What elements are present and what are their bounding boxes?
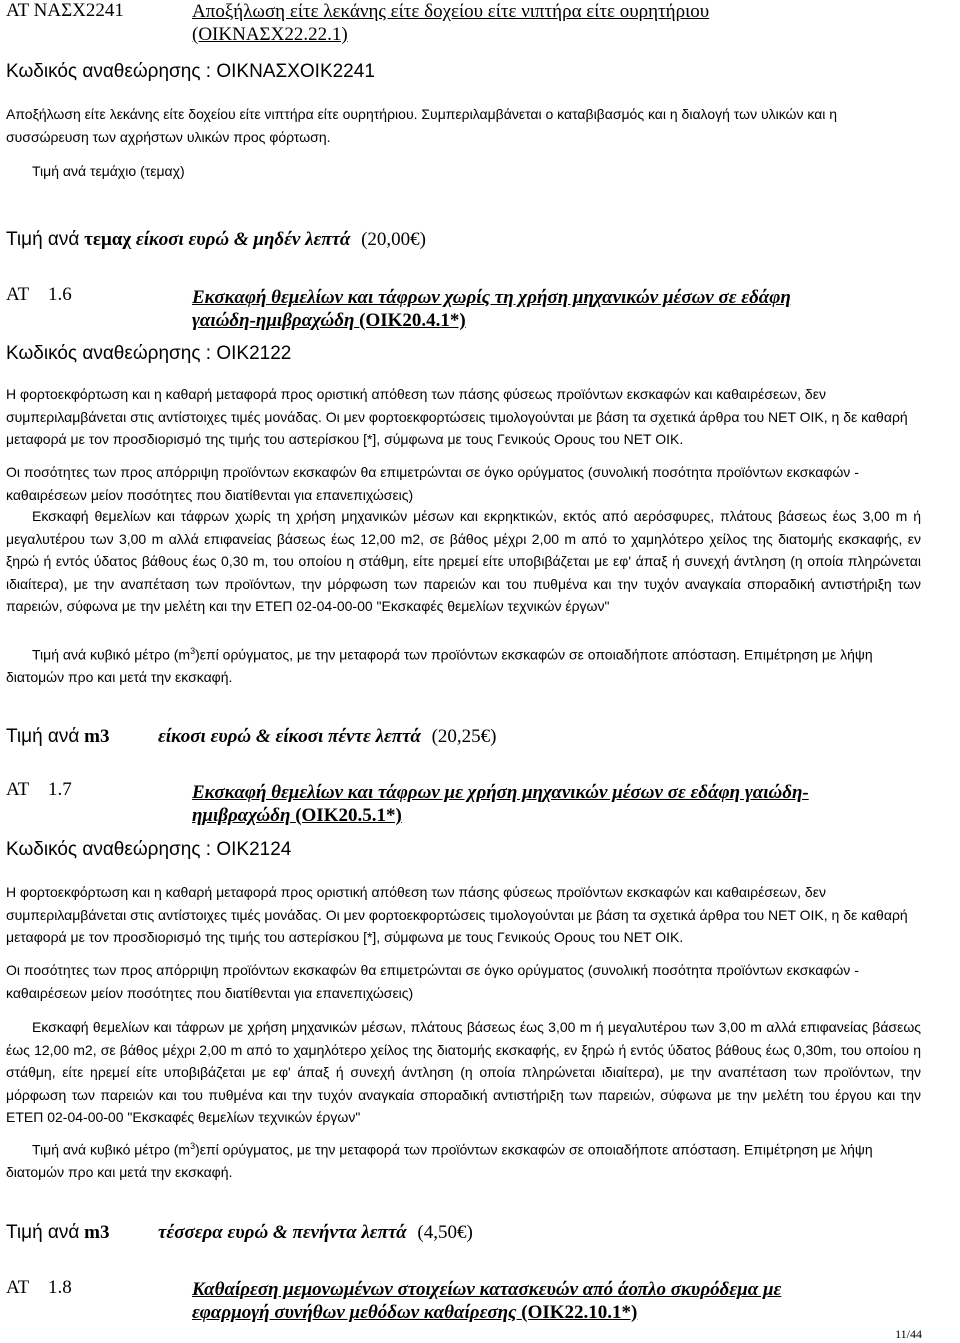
- item2-price-words: είκοσι ευρώ & είκοσι πέντε λεπτά: [158, 726, 421, 747]
- item3-price-amount: (4,50€): [417, 1222, 473, 1243]
- item2-para4: [6, 640, 921, 689]
- item3-revision: Κωδικός αναθεώρησης : ΟΙΚ2124: [6, 839, 292, 860]
- item3-title-line1: Εκσκαφή θεμελίων και τάφρων με χρήση μηχανικών μέσων σε εδάφη γαιώδη-: [192, 782, 809, 803]
- item3-para1: Η φορτοεκφόρτωση και η καθαρή μεταφορά προς οριστική απόθεση των πάσης φύσεως προϊόντων εκσκαφών και καθαιρέσεων, δεν συμπεριλαμβάνεται στις αντίστοιχες τιμές μονάδας. Οι μεν φορτοεκφορτώσεις τιμολογούνται με βάση τα σχετικά άρθρα του ΝΕΤ ΟΙΚ, η δε καθαρή μεταφορά με τον προσδιορισμό της τιμής του αστερίσκου [*], σύμφωνα με τους Γενικούς Ορους του ΝΕΤ ΟΙΚ.: [6, 884, 908, 945]
- item2-para2: Οι ποσότητες των προς απόρριψη προϊόντων εκσκαφών θα επιμετρώνται σε όγκο ορύγματος (συνολική ποσότητα προϊόντων εκσκαφών - καθαιρέσεων μείον ποσότητες που διατίθενται για επανεπιχώσεις): [6, 464, 859, 503]
- item2-price-label: Τιμή ανά: [6, 726, 80, 747]
- item1-description: Αποξήλωση είτε λεκάνης είτε δοχείου είτε νιπτήρα είτε ουρητήριου. Συμπεριλαμβάνεται ο καταβιβασμός και η διαλογή των υλικών και η συσσώρευση των αχρήστων υλικών προς φόρτωση.: [6, 106, 838, 145]
- item3-price-unit: m3: [84, 1222, 110, 1243]
- item2-title-line1: Εκσκαφή θεμελίων και τάφρων χωρίς τη χρήση μηχανικών μέσων σε εδάφη: [192, 287, 791, 308]
- item4-code: ΑΤ: [6, 1277, 30, 1298]
- item2-para1: Η φορτοεκφόρτωση και η καθαρή μεταφορά προς οριστική απόθεση των πάσης φύσεως προϊόντων εκσκαφών και καθαιρέσεων, δεν συμπεριλαμβάνεται στις αντίστοιχες τιμές μονάδας. Οι μεν φορτοεκφορτώσεις τιμολογούνται με βάση τα σχετικά άρθρα του ΝΕΤ ΟΙΚ, η δε καθαρή μεταφορά με τον προσδιορισμό της τιμής του αστερίσκου [*], σύμφωνα με τους Γενικούς Ορους του ΝΕΤ ΟΙΚ.: [6, 386, 908, 447]
- page-number: 11/44: [895, 1327, 922, 1341]
- item3-title-line2: [192, 804, 402, 827]
- item4-title-line2-text: εφαρμογή συνήθων μεθόδων καθαίρεσης: [192, 1302, 517, 1323]
- item1-title-line2: (ΟΙΚΝΑΣΧ22.22.1): [192, 24, 348, 45]
- item4-title-line1: Καθαίρεση μεμονωμένων στοιχείων κατασκευών από άοπλο σκυρόδεμα με: [192, 1279, 782, 1300]
- item1-revision: Κωδικός αναθεώρησης : ΟΙΚΝΑΣΧΟΙΚ2241: [6, 61, 375, 82]
- item3-title-ref: (ΟΙΚ20.5.1*): [295, 805, 402, 826]
- item2-para4-sup: 3: [190, 646, 196, 656]
- item1-code: ΑΤ ΝΑΣΧ2241: [6, 0, 124, 21]
- item2-para4-a: Τιμή ανά κυβικό μέτρο (m: [32, 646, 191, 663]
- item3-number: 1.7: [48, 779, 72, 800]
- item3-price-line: [6, 1222, 109, 1244]
- item1-price-line: [6, 229, 426, 251]
- item1-price-unit: τεμαχ: [84, 229, 132, 250]
- item3-para4-sup: 3: [190, 1141, 196, 1151]
- item3-price-words: τέσσερα ευρώ & πενήντα λεπτά: [158, 1222, 407, 1243]
- item2-revision: Κωδικός αναθεώρησης : ΟΙΚ2122: [6, 343, 292, 364]
- item1-title-line1: Αποξήλωση είτε λεκάνης είτε δοχείου είτε νιπτήρα είτε ουρητήριου: [192, 1, 710, 22]
- item3-price-label: Τιμή ανά: [6, 1222, 80, 1243]
- item4-title-ref: (ΟΙΚ22.10.1*): [521, 1302, 638, 1323]
- item2-para4-b: )επί ορύγματος, με την μεταφορά των προϊόντων εκσκαφών σε οποιαδήποτε απόσταση. Επιμέτρηση με λήψη διατομών προ και μετά την εκσκαφή.: [6, 646, 873, 686]
- item1-price-amount: (20,00€): [361, 229, 427, 250]
- item2-para3: Εκσκαφή θεμελίων και τάφρων χωρίς τη χρήση μηχανικών μέσων και εκρηκτικών, εκτός από αερόσφυρες, πλάτους βάσεως έως 3,00 m ή μεγαλυτέρου των 3,00 m αλλά επιφανείας βάσεως έως 12,00 m2, σε βάθος μέχρι 2,00 m από το χαμηλότερο χείλος της διατομής εκσκαφής, εν ξηρώ ή εντός ύδατος βάθους έως 0,30 m, του οποίου η στάθμη, είτε ηρεμεί είτε υποβιβάζεται με εφ' άπαξ ή συνεχή άντληση (η οποία πληρώνεται ιδιαίτερα), με την αναπέταση των προϊόντων, την μόρφωση των παρειών και του πυθμένα και την τυχόν αναγκαία σποραδική αντιστήριξη των παρειών, σύφωνα με την μελέτη και την ΕΤΕΠ 02-04-00-00 "Εκσκαφές θεμελίων τεχνικών έργων": [6, 508, 921, 614]
- item1-unit-price-text: Τιμή ανά τεμάχιο (τεμαχ): [32, 163, 185, 179]
- item2-price-line: [6, 726, 109, 748]
- item2-code: ΑΤ: [6, 284, 30, 305]
- item3-para4-b: )επί ορύγματος, με την μεταφορά των προϊόντων εκσκαφών σε οποιαδήποτε απόσταση. Επιμέτρηση με λήψη διατομών προ και μετά την εκσκαφή.: [6, 1141, 873, 1181]
- item2-price-value: [158, 726, 497, 748]
- item1-price-words: είκοσι ευρώ & μηδέν λεπτά: [135, 229, 351, 250]
- item2-price-unit: m3: [84, 726, 110, 747]
- item2-title-line2: [192, 309, 466, 332]
- item1-price-label: Τιμή ανά: [6, 229, 80, 250]
- item3-para2: Οι ποσότητες των προς απόρριψη προϊόντων εκσκαφών θα επιμετρώνται σε όγκο ορύγματος (συνολική ποσότητα προϊόντων εκσκαφών - καθαιρέσεων μείον ποσότητες που διατίθενται για επανεπιχώσεις): [6, 962, 859, 1001]
- item3-price-value: [158, 1222, 473, 1244]
- item4-number: 1.8: [48, 1277, 72, 1298]
- item3-para4: [6, 1135, 921, 1184]
- item2-title-line2-text: γαιώδη-ημιβραχώδη: [192, 310, 355, 331]
- item3-para4-a: Τιμή ανά κυβικό μέτρο (m: [32, 1141, 191, 1158]
- item3-code: ΑΤ: [6, 779, 30, 800]
- item2-title-ref: (ΟΙΚ20.4.1*): [359, 310, 466, 331]
- item2-price-amount: (20,25€): [431, 726, 497, 747]
- item4-title-line2: [192, 1301, 637, 1324]
- item3-title-line2-text: ημιβραχώδη: [192, 805, 291, 826]
- item3-para3: Εκσκαφή θεμελίων και τάφρων με χρήση μηχανικών μέσων, πλάτους βάσεως έως 3,00 m ή μεγαλυτέρου των 3,00 m αλλά επιφανείας βάσεως έως 12,00 m2, σε βάθος μέχρι 2,00 m από το χαμηλότερο χείλος της διατομής εκσκαφής, εν ξηρώ ή εντός ύδατος βάθους έως 0,30m, του οποίου η στάθμη, είτε ηρεμεί είτε υποβιβάζεται με εφ' άπαξ ή συνεχή άντληση (η οποία πληρώνεται ιδιαίτερα), με την αναπέταση των προϊόντων, την μόρφωση των παρειών και του πυθμένα και την τυχόν αναγκαία σποραδική αντιστήριξη των παρειών, σύφωνα με την μελέτη του έργου και την ΕΤΕΠ 02-04-00-00 "Εκσκαφές θεμελίων τεχνικών έργων": [6, 1019, 921, 1125]
- item2-number: 1.6: [48, 284, 72, 305]
